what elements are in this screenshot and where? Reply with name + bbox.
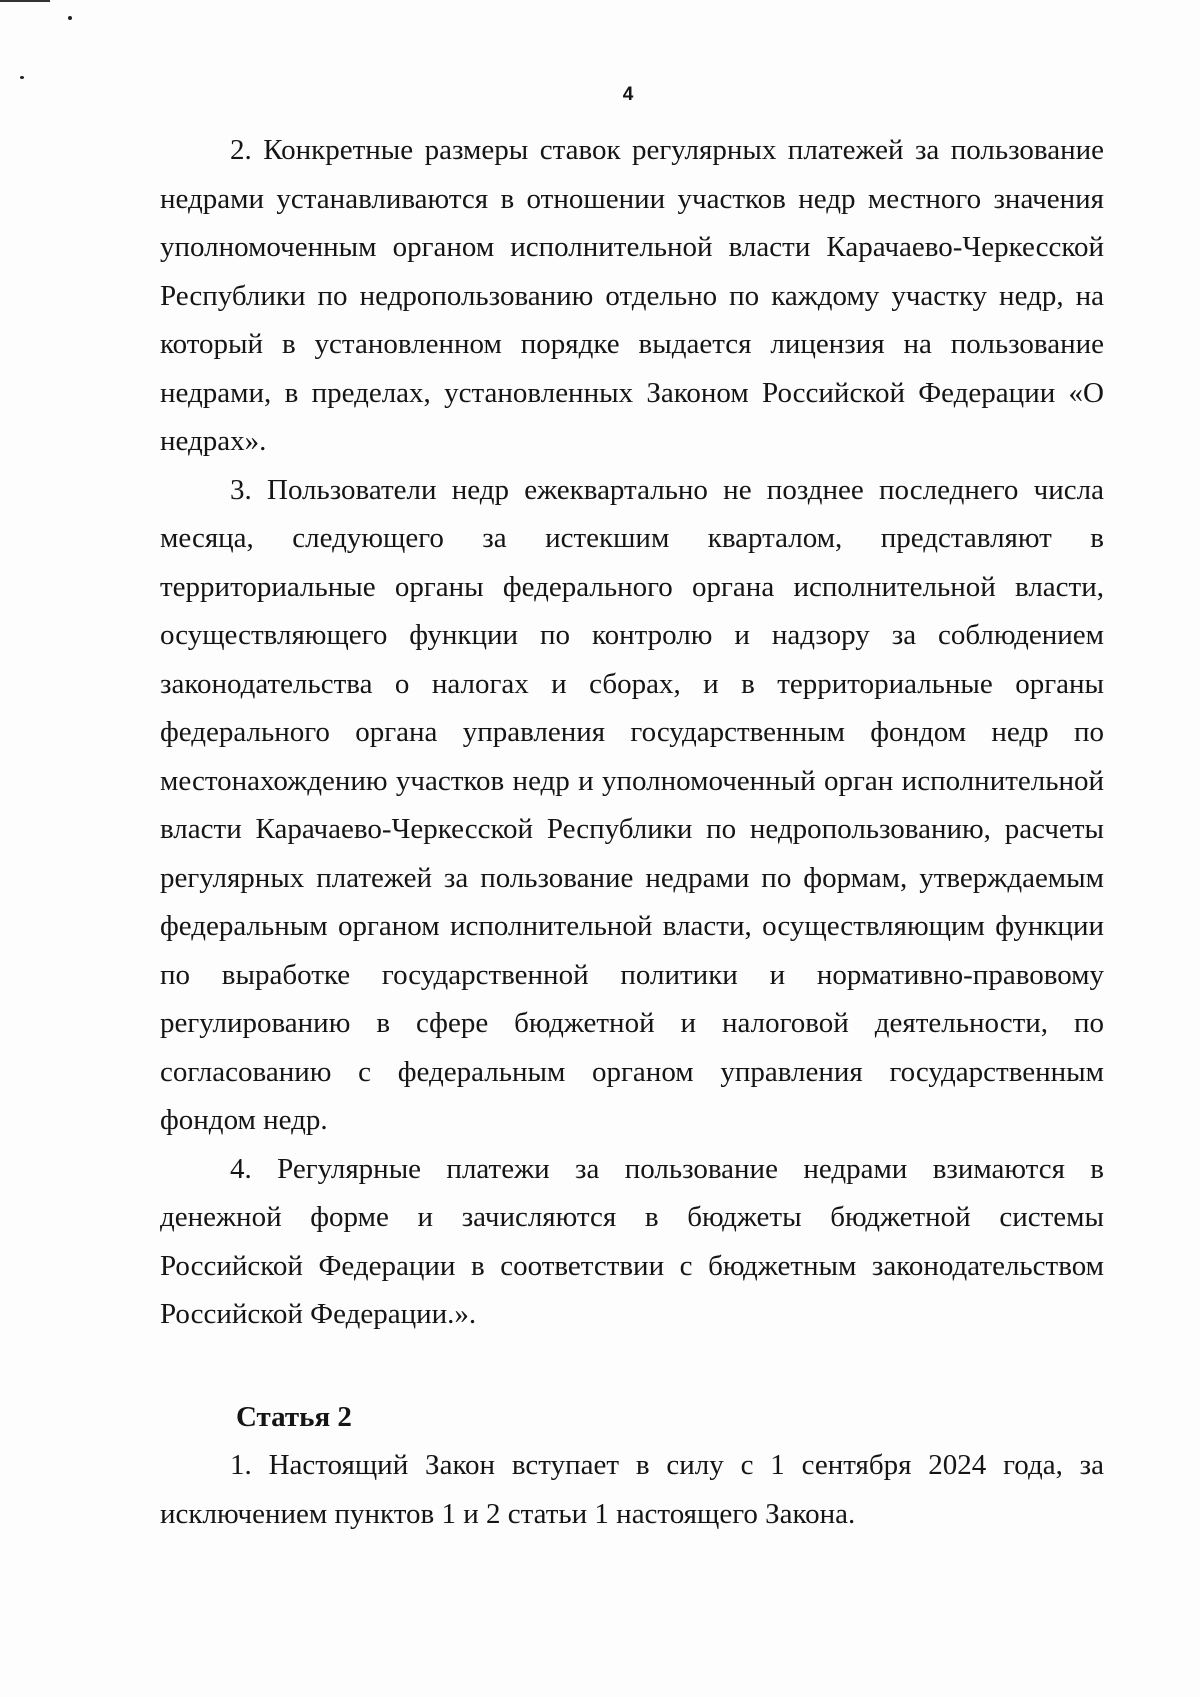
scan-dot-mark [20, 76, 24, 79]
paragraph-3: 3. Пользователи недр ежеквартально не позднее последнего числа месяца, следующего за истекшим кварталом, представляют в территориальные органы федерального органа исполнительной власти, осуществляющего функции по контролю и надзору за соблюдением законодательства о налогах и сборах, и в территориальные органы федерального органа управления государственным фондом недр по местонахождению участков недр и уполномоченный орган исполнительной власти Карачаево-Черкесской Республики по недропользованию, расчеты регулярных платежей за пользование недрами по формам, утверждаемым федеральным органом исполнительной власти, осуществляющим функции по выработке государственной политики и нормативно-правовому регулированию в сфере бюджетной и налоговой деятельности, по согласованию с федеральным органом управления государственным фондом недр. [160, 473, 1104, 1136]
paragraph-4: 4. Регулярные платежи за пользование недрами взимаются в денежной форме и зачисляются в бюджеты бюджетной системы Российской Федерации в соответствии с бюджетным законодательством Российской Федерации.». [160, 1152, 1104, 1330]
article2-paragraph-1: 1. Настоящий Закон вступает в силу с 1 сентября 2024 года, за исключением пунктов 1 и 2 статьи 1 настоящего Закона. [160, 1449, 1104, 1530]
section-spacer [160, 1339, 1104, 1393]
page-number: 4 [622, 84, 634, 105]
document-body [160, 126, 1104, 1538]
paragraph-2: 2. Конкретные размеры ставок регулярных платежей за пользование недрами устанавливаются в отношении участков недр местного значения уполномоченным органом исполнительной власти Карачаево-Черкесской Республики по недропользованию отдельно по каждому участку недр, на который в установленном порядке выдается лицензия на пользование недрами, в пределах, установленных Законом Российской Федерации «О недрах». [160, 134, 1104, 457]
scan-dot-mark [68, 16, 72, 20]
scan-edge-mark [0, 0, 50, 2]
article-heading: Статья 2 [236, 1400, 352, 1433]
